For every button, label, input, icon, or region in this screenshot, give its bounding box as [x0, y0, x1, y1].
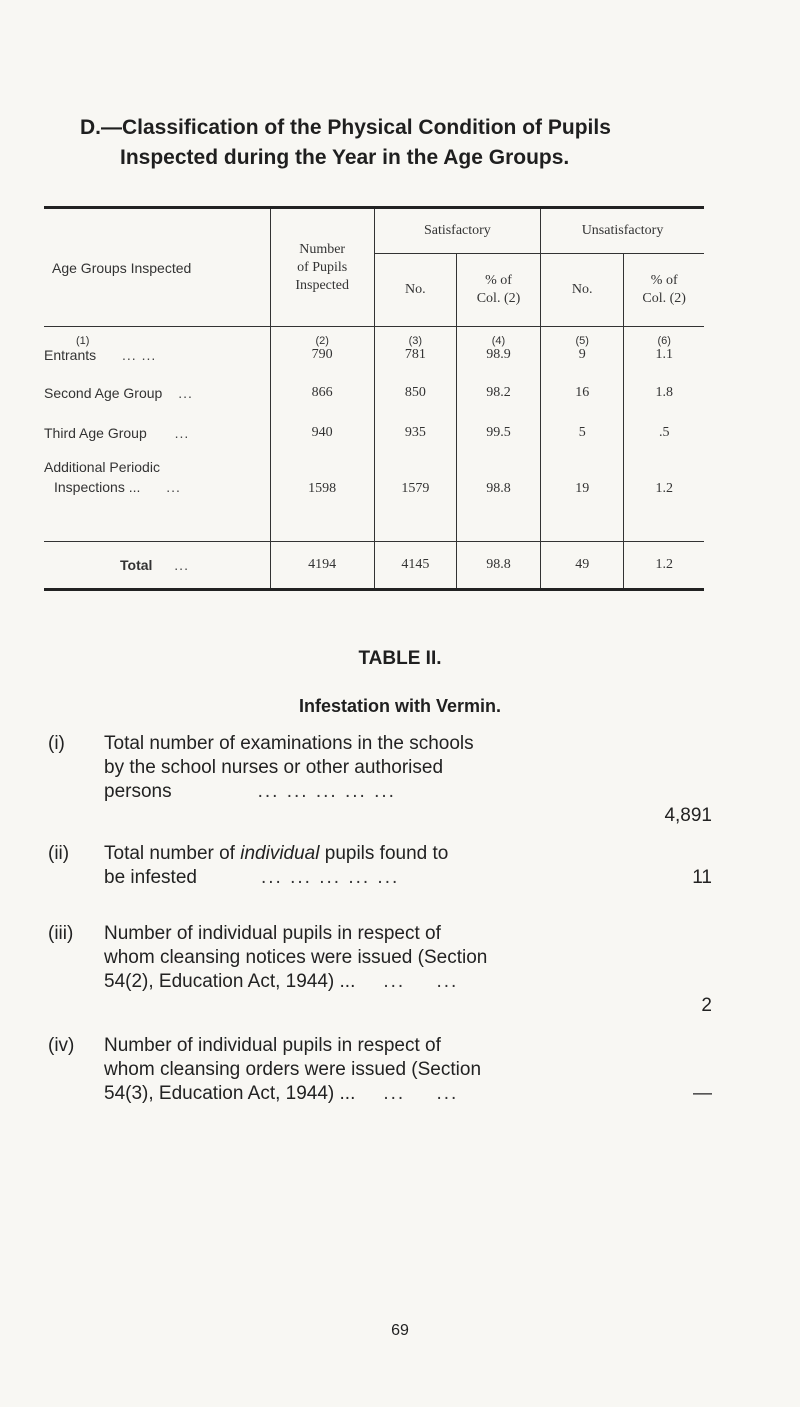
header-unsatisfactory: Unsatisfactory	[541, 208, 704, 254]
item-value: —	[693, 1083, 712, 1104]
cell-number-inspected: 940	[270, 405, 374, 445]
cell-unsatisfactory-pct: 1.2	[624, 542, 704, 590]
header-number-inspected	[270, 208, 374, 327]
item-text	[104, 922, 594, 994]
column-number: (6)	[624, 327, 704, 348]
cell-unsatisfactory-no: 5	[541, 405, 624, 445]
header-satisfactory-pct	[456, 254, 540, 327]
cell-satisfactory-no: 935	[374, 405, 456, 445]
item-number: (iii)	[48, 923, 74, 944]
row-label-text: Second Age Group	[44, 385, 163, 401]
header-satisfactory-no: No.	[374, 254, 456, 327]
item-text	[104, 842, 594, 890]
header-pct-line-1: % of	[650, 273, 678, 288]
cell-number-inspected: 1598	[270, 445, 374, 501]
item-leader: ... ... ... ... ...	[260, 867, 400, 888]
spacer-cell	[270, 501, 374, 542]
cell-satisfactory-pct: 98.2	[456, 365, 540, 405]
spacer-cell	[624, 501, 704, 542]
item-text	[104, 732, 594, 804]
item-text	[104, 1034, 594, 1106]
spacer-cell	[456, 501, 540, 542]
cell-unsatisfactory-pct: .5	[624, 405, 704, 445]
table-row-total	[44, 542, 704, 590]
item-line-last	[104, 1082, 594, 1106]
item-value: 4,891	[664, 805, 712, 826]
header-number-line-3: Inspected	[295, 277, 349, 293]
item-line-text: Total number of	[104, 843, 241, 864]
row-label-line-1: Additional Periodic	[44, 459, 160, 475]
header-pct-line-2: Col. (2)	[476, 291, 521, 306]
list-item-i	[48, 732, 712, 828]
cell-satisfactory-no: 1579	[374, 445, 456, 501]
cell-number-inspected: 4194	[270, 542, 374, 590]
item-leader: ... ... ... ... ...	[257, 781, 396, 802]
cell-number-inspected: 790	[270, 347, 374, 365]
item-line-emphasis: individual	[240, 843, 320, 864]
total-label-text: Total	[120, 557, 153, 573]
column-number: (4)	[456, 327, 540, 348]
spacer-cell	[541, 501, 624, 542]
table-ii-subtitle: Infestation with Vermin.	[298, 696, 502, 716]
header-age-groups: Age Groups Inspected	[44, 208, 270, 327]
list-item-iii	[48, 922, 712, 1018]
cell-unsatisfactory-pct: 1.2	[624, 445, 704, 501]
table-ii-title: TABLE II.	[358, 648, 442, 669]
column-number: (1)	[76, 335, 90, 347]
item-line-last	[104, 866, 594, 890]
cell-unsatisfactory-pct: 1.8	[624, 365, 704, 405]
row-label-text: Entrants	[44, 347, 97, 363]
row-dots: ...	[178, 385, 193, 401]
item-line: whom cleansing orders were issued (Section	[104, 1059, 482, 1080]
item-line: Total number of examinations in the schools	[104, 733, 474, 754]
row-dots: ...	[166, 479, 181, 495]
header-satisfactory: Satisfactory	[374, 208, 540, 254]
cell-satisfactory-pct: 99.5	[456, 405, 540, 445]
total-label	[44, 542, 270, 590]
physical-condition-table	[44, 206, 704, 591]
table-row-second-age-group	[44, 365, 704, 405]
item-line: Number of individual pupils in respect of	[104, 1035, 441, 1056]
row-label	[44, 365, 270, 405]
cell-satisfactory-pct: 98.8	[456, 542, 540, 590]
cell-satisfactory-pct: 98.8	[456, 445, 540, 501]
header-number-line-1: Number	[299, 241, 346, 257]
item-leader: ... ...	[383, 971, 459, 992]
header-pct-line-1: % of	[485, 273, 512, 288]
row-dots: ... ...	[122, 347, 157, 363]
table-spacer-row	[44, 501, 704, 542]
row-label-line-2	[44, 477, 270, 497]
heading-line-1: D.—Classification of the Physical Condition of Pupils	[80, 116, 611, 139]
item-number: (iv)	[48, 1035, 75, 1056]
item-line: by the school nurses or other authorised	[104, 757, 444, 778]
heading-line-2: Inspected during the Year in the Age Groups.	[120, 146, 570, 169]
item-line-text: pupils found to	[319, 843, 449, 864]
cell-satisfactory-no: 850	[374, 365, 456, 405]
cell-unsatisfactory-pct: 1.1	[624, 347, 704, 365]
item-line	[104, 842, 594, 866]
header-number-line-2: of Pupils	[297, 259, 348, 275]
list-item-ii	[48, 842, 712, 898]
item-line: whom cleansing notices were issued (Section	[104, 947, 488, 968]
item-line-last	[104, 780, 594, 804]
cell-unsatisfactory-no: 9	[541, 347, 624, 365]
item-value: 11	[692, 867, 712, 888]
page-number: 69	[391, 1322, 409, 1339]
table-row-additional-periodic	[44, 445, 704, 501]
cell-satisfactory-no: 4145	[374, 542, 456, 590]
column-number: (3)	[374, 327, 456, 348]
table-row-entrants	[44, 347, 704, 365]
row-label	[44, 405, 270, 445]
item-number: (i)	[48, 733, 65, 754]
column-number: (5)	[541, 327, 624, 348]
header-unsatisfactory-pct	[624, 254, 704, 327]
item-number: (ii)	[48, 843, 70, 864]
row-dots: ...	[174, 425, 190, 441]
row-label	[44, 445, 270, 501]
item-leader: ... ...	[383, 1083, 459, 1104]
item-line-last	[104, 970, 594, 994]
row-label-text: Third Age Group	[44, 425, 147, 441]
list-item-iv	[48, 1034, 712, 1130]
spacer-cell	[44, 501, 270, 542]
cell-unsatisfactory-no: 16	[541, 365, 624, 405]
item-line-text: 54(3), Education Act, 1944) ...	[104, 1083, 356, 1104]
table-row-third-age-group	[44, 405, 704, 445]
row-label-line-2-text: Inspections ...	[54, 479, 141, 495]
column-number: (2)	[270, 327, 374, 348]
header-unsatisfactory-no: No.	[541, 254, 624, 327]
column-number-row	[44, 327, 704, 348]
header-pct-line-2: Col. (2)	[642, 291, 686, 306]
item-line: Number of individual pupils in respect of	[104, 923, 441, 944]
item-line-text: persons	[104, 781, 172, 802]
section-heading	[80, 113, 720, 173]
row-dots: ...	[174, 557, 189, 573]
row-label	[44, 347, 270, 365]
spacer-cell	[374, 501, 456, 542]
cell-unsatisfactory-no: 49	[541, 542, 624, 590]
cell-number-inspected: 866	[270, 365, 374, 405]
item-line-text: be infested	[104, 867, 197, 888]
cell-satisfactory-no: 781	[374, 347, 456, 365]
cell-unsatisfactory-no: 19	[541, 445, 624, 501]
item-value: 2	[701, 995, 712, 1016]
cell-satisfactory-pct: 98.9	[456, 347, 540, 365]
item-line-text: 54(2), Education Act, 1944) ...	[104, 971, 356, 992]
